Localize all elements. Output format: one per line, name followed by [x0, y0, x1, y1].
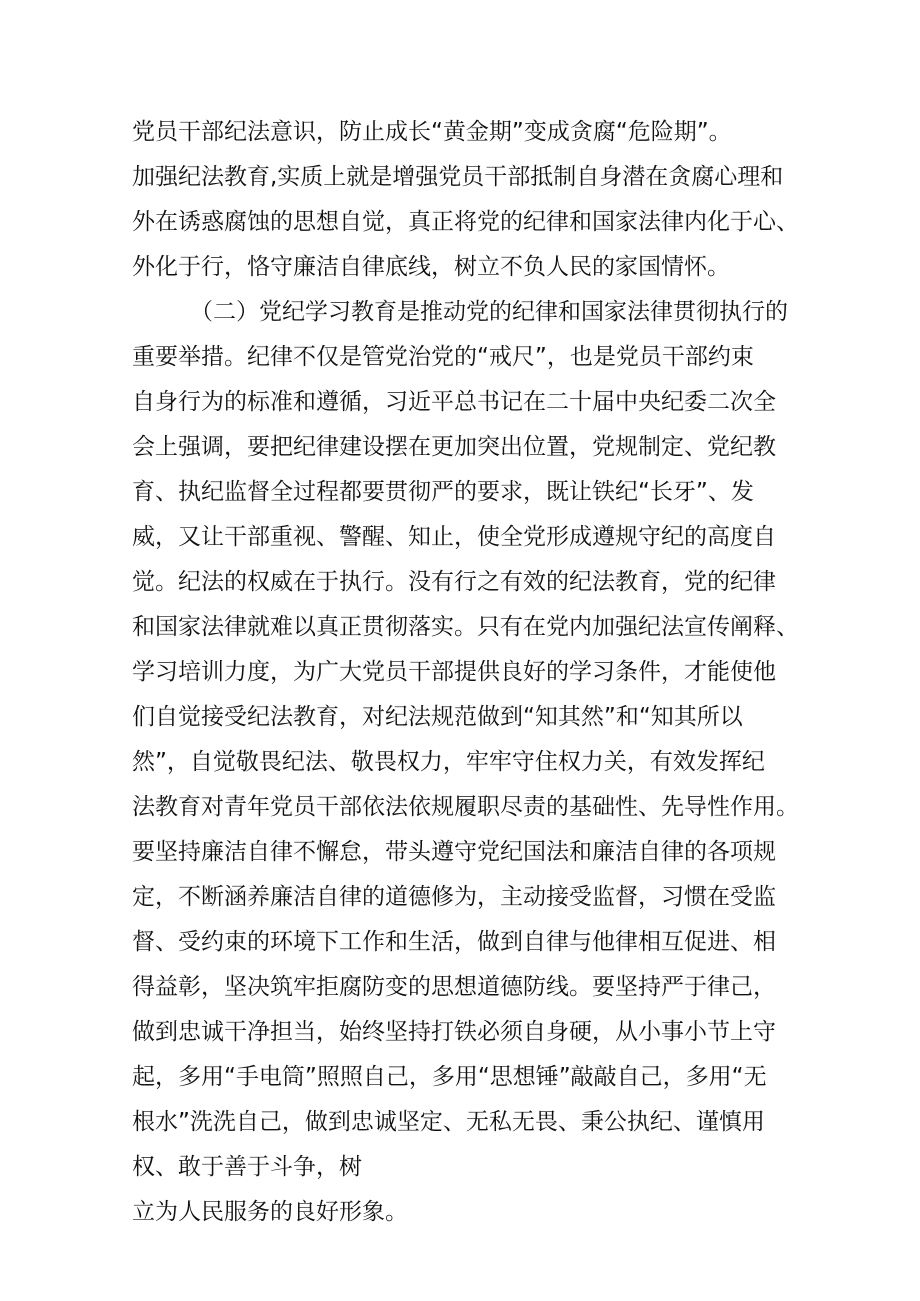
- text-line-9: 育、执纪监督全过程都要贯彻严的要求，既让铁纪“长牙”、发: [132, 479, 754, 505]
- text-line-23: 根水”洗洗自己，做到忠诚坚定、无私无畏、秉公执纪、谨慎用: [132, 1109, 765, 1135]
- text-line-13: 学习培训力度，为广大党员干部提供良好的学习条件，才能使他: [132, 659, 776, 685]
- paragraph-2-first-line: （二）党纪学习教育是推动党的纪律和国家法律贯彻执行的: [190, 299, 788, 325]
- text-line-25: 立为人民服务的良好形象。: [132, 1199, 408, 1225]
- text-line-18: 定，不断涵养廉洁自律的道德修为，主动接受监督，习惯在受监: [132, 884, 776, 910]
- text-line-6: 重要举措。纪律不仅是管党治党的“戒尺”，也是党员干部约束: [132, 344, 754, 370]
- text-line-22: 起，多用“手电筒”照照自己，多用“思想锤”敲敲自己，多用“无: [132, 1064, 767, 1090]
- text-line-8: 会上强调，要把纪律建设摆在更加突出位置，党规制定、党纪教: [132, 434, 776, 460]
- text-line-4: 外化于行，恪守廉洁自律底线，树立不负人民的家国情怀。: [132, 254, 730, 280]
- text-line-7: 自身行为的标准和遵循，习近平总书记在二十届中央纪委二次全: [132, 389, 776, 415]
- text-line-10: 威，又让干部重视、警醒、知止，使全党形成遵规守纪的高度自: [132, 524, 776, 550]
- text-line-2: 加强纪法教育,实质上就是增强党员干部抵制自身潜在贪腐心理和: [132, 164, 784, 190]
- text-line-11: 觉。纪法的权威在于执行。没有行之有效的纪法教育，党的纪律: [132, 569, 776, 595]
- text-line-1: 党员干部纪法意识，防止成长“黄金期”变成贪腐“危险期”。: [132, 119, 732, 145]
- text-line-14: 们自觉接受纪法教育，对纪法规范做到“知其然”和“知其所以: [132, 704, 743, 730]
- text-line-21: 做到忠诚干净担当，始终坚持打铁必须自身硬，从小事小节上守: [132, 1019, 776, 1045]
- text-line-15: 然”，自觉敬畏纪法、敬畏权力，牢牢守住权力关，有效发挥纪: [132, 749, 765, 775]
- text-line-17: 要坚持廉洁自律不懈怠，带头遵守党纪国法和廉洁自律的各项规: [132, 839, 776, 865]
- text-line-12: 和国家法律就难以真正贯彻落实。只有在党内加强纪法宣传阐释、: [132, 614, 799, 640]
- text-line-3: 外在诱惑腐蚀的思想自觉，真正将党的纪律和国家法律内化于心、: [132, 209, 799, 235]
- text-line-19: 督、受约束的环境下工作和生活，做到自律与他律相互促进、相: [132, 929, 776, 955]
- text-line-20: 得益彰，坚决筑牢拒腐防变的思想道德防线。要坚持严于律己，: [132, 974, 776, 1000]
- text-line-16: 法教育对青年党员干部依法依规履职尽责的基础性、先导性作用。: [132, 794, 799, 820]
- text-line-24: 权、敢于善于斗争，树: [132, 1154, 362, 1180]
